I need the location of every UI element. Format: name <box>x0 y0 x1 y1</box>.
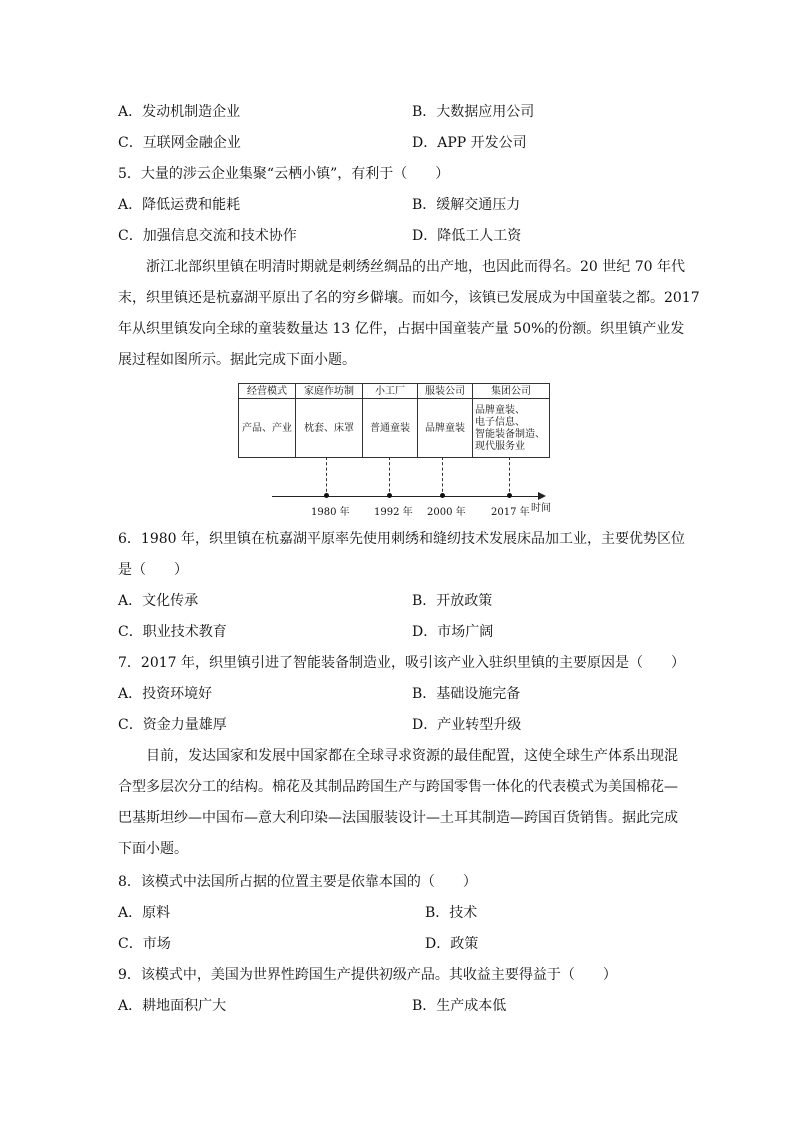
group-line: 智能装备制造、 <box>475 429 545 440</box>
passage-line: 下面小题。 <box>118 841 188 857</box>
group-line: 品牌童装、 <box>475 405 525 416</box>
q8-option-c[interactable]: C．市场 <box>118 936 171 952</box>
header-garment-company: 服装公司 <box>418 384 473 399</box>
tick-2000 <box>442 457 443 497</box>
q4-option-c[interactable]: C．互联网金融企业 <box>118 135 241 151</box>
header-group-company: 集团公司 <box>473 384 550 399</box>
header-family-workshop: 家庭作坊制 <box>296 384 363 399</box>
axis-point <box>324 493 329 498</box>
q8-option-a[interactable]: A．原料 <box>118 905 171 921</box>
tick-2017 <box>509 457 510 497</box>
axis-label: 时间 <box>531 503 551 514</box>
q5-option-a[interactable]: A．降低运费和能耗 <box>118 197 241 213</box>
year-label: 2017 年 <box>491 507 530 518</box>
q4-option-b[interactable]: B．大数据应用公司 <box>412 104 535 120</box>
header-mode: 经营模式 <box>239 384 296 399</box>
q9-option-b[interactable]: B．生产成本低 <box>412 998 507 1014</box>
q7-option-d[interactable]: D．产业转型升级 <box>412 717 522 733</box>
tick-1980 <box>326 457 327 497</box>
header-small-factory: 小工厂 <box>363 384 418 399</box>
q7-option-c[interactable]: C．资金力量雄厚 <box>118 717 227 733</box>
q5-option-c[interactable]: C．加强信息交流和技术协作 <box>118 228 297 244</box>
row-label-products: 产品、产业 <box>239 399 296 458</box>
q9-option-a[interactable]: A．耕地面积广大 <box>118 998 227 1014</box>
q7-option-b[interactable]: B．基础设施完备 <box>412 686 521 702</box>
axis-point <box>387 493 392 498</box>
cell-brand-kidswear: 品牌童装 <box>418 399 473 458</box>
q8-stem: 8．该模式中法国所占据的位置主要是依靠本国的（ ） <box>118 874 477 890</box>
q5-stem: 5．大量的涉云企业集聚“云栖小镇”，有利于（ ） <box>118 166 450 182</box>
passage-line: 巴基斯坦纱—中国布—意大利印染—法国服装设计—土耳其制造—跨国百货销售。据此完成 <box>118 810 678 826</box>
q9-stem: 9．该模式中，美国为世界性跨国生产提供初级产品。其收益主要得益于（ ） <box>118 967 617 983</box>
q6-stem-line2: 是（ ） <box>118 562 188 578</box>
axis-point <box>507 493 512 498</box>
q6-option-a[interactable]: A．文化传承 <box>118 593 199 609</box>
year-label: 1980 年 <box>311 507 350 518</box>
passage-cotton <box>118 741 678 865</box>
q7-stem: 7．2017 年，织里镇引进了智能装备制造业，吸引该产业入驻织里镇的主要原因是（ ） <box>118 655 685 671</box>
axis-point <box>440 493 445 498</box>
year-label: 2000 年 <box>427 507 466 518</box>
q7-option-a[interactable]: A．投资环境好 <box>118 686 213 702</box>
q8-option-d[interactable]: D．政策 <box>425 936 479 952</box>
time-axis <box>272 496 542 497</box>
passage-line: 合型多层次分工的结构。棉花及其制品跨国生产与跨国零售一体化的代表模式为美国棉花— <box>118 779 678 795</box>
passage-line: 展过程如图所示。据此完成下面小题。 <box>118 352 356 368</box>
q4-option-d[interactable]: D．APP 开发公司 <box>412 135 527 151</box>
industry-table <box>238 383 550 458</box>
cell-ordinary-kidswear: 普通童装 <box>363 399 418 458</box>
q8-option-b[interactable]: B．技术 <box>425 905 478 921</box>
q5-option-d[interactable]: D．降低工人工资 <box>412 228 522 244</box>
group-line: 现代服务业 <box>475 441 525 452</box>
q4-option-a[interactable]: A．发动机制造企业 <box>118 104 241 120</box>
passage-line: 目前，发达国家和发展中国家都在全球寻求资源的最佳配置，这使全球生产体系出现混 <box>146 748 678 764</box>
passage-line: 年从织里镇发向全球的童装数量达 13 亿件，占据中国童装产量 50%的份额。织里镇产业发 <box>118 321 685 337</box>
q6-option-b[interactable]: B．开放政策 <box>412 593 493 609</box>
passage-zhili <box>118 252 700 376</box>
q6-option-d[interactable]: D．市场广阔 <box>412 624 494 640</box>
cell-group-industries <box>473 399 550 458</box>
passage-line: 末，织里镇还是杭嘉湖平原出了名的穷乡僻壤。而如今，该镇已发展成为中国童装之都。2017 <box>118 290 700 306</box>
q6-option-c[interactable]: C．职业技术教育 <box>118 624 227 640</box>
passage-line: 浙江北部织里镇在明清时期就是刺绣丝绸品的出产地，也因此而得名。20 世纪 70 年代 <box>146 259 685 275</box>
year-label: 1992 年 <box>374 507 413 518</box>
tick-1992 <box>389 457 390 497</box>
q6-stem-line1: 6．1980 年，织里镇在杭嘉湖平原率先使用刺绣和缝纫技术发展床品加工业，主要优势区位 <box>118 531 685 547</box>
industry-development-figure <box>236 383 556 518</box>
q5-option-b[interactable]: B．缓解交通压力 <box>412 197 521 213</box>
cell-pillowcase: 枕套、床罩 <box>296 399 363 458</box>
group-line: 电子信息、 <box>475 417 525 428</box>
